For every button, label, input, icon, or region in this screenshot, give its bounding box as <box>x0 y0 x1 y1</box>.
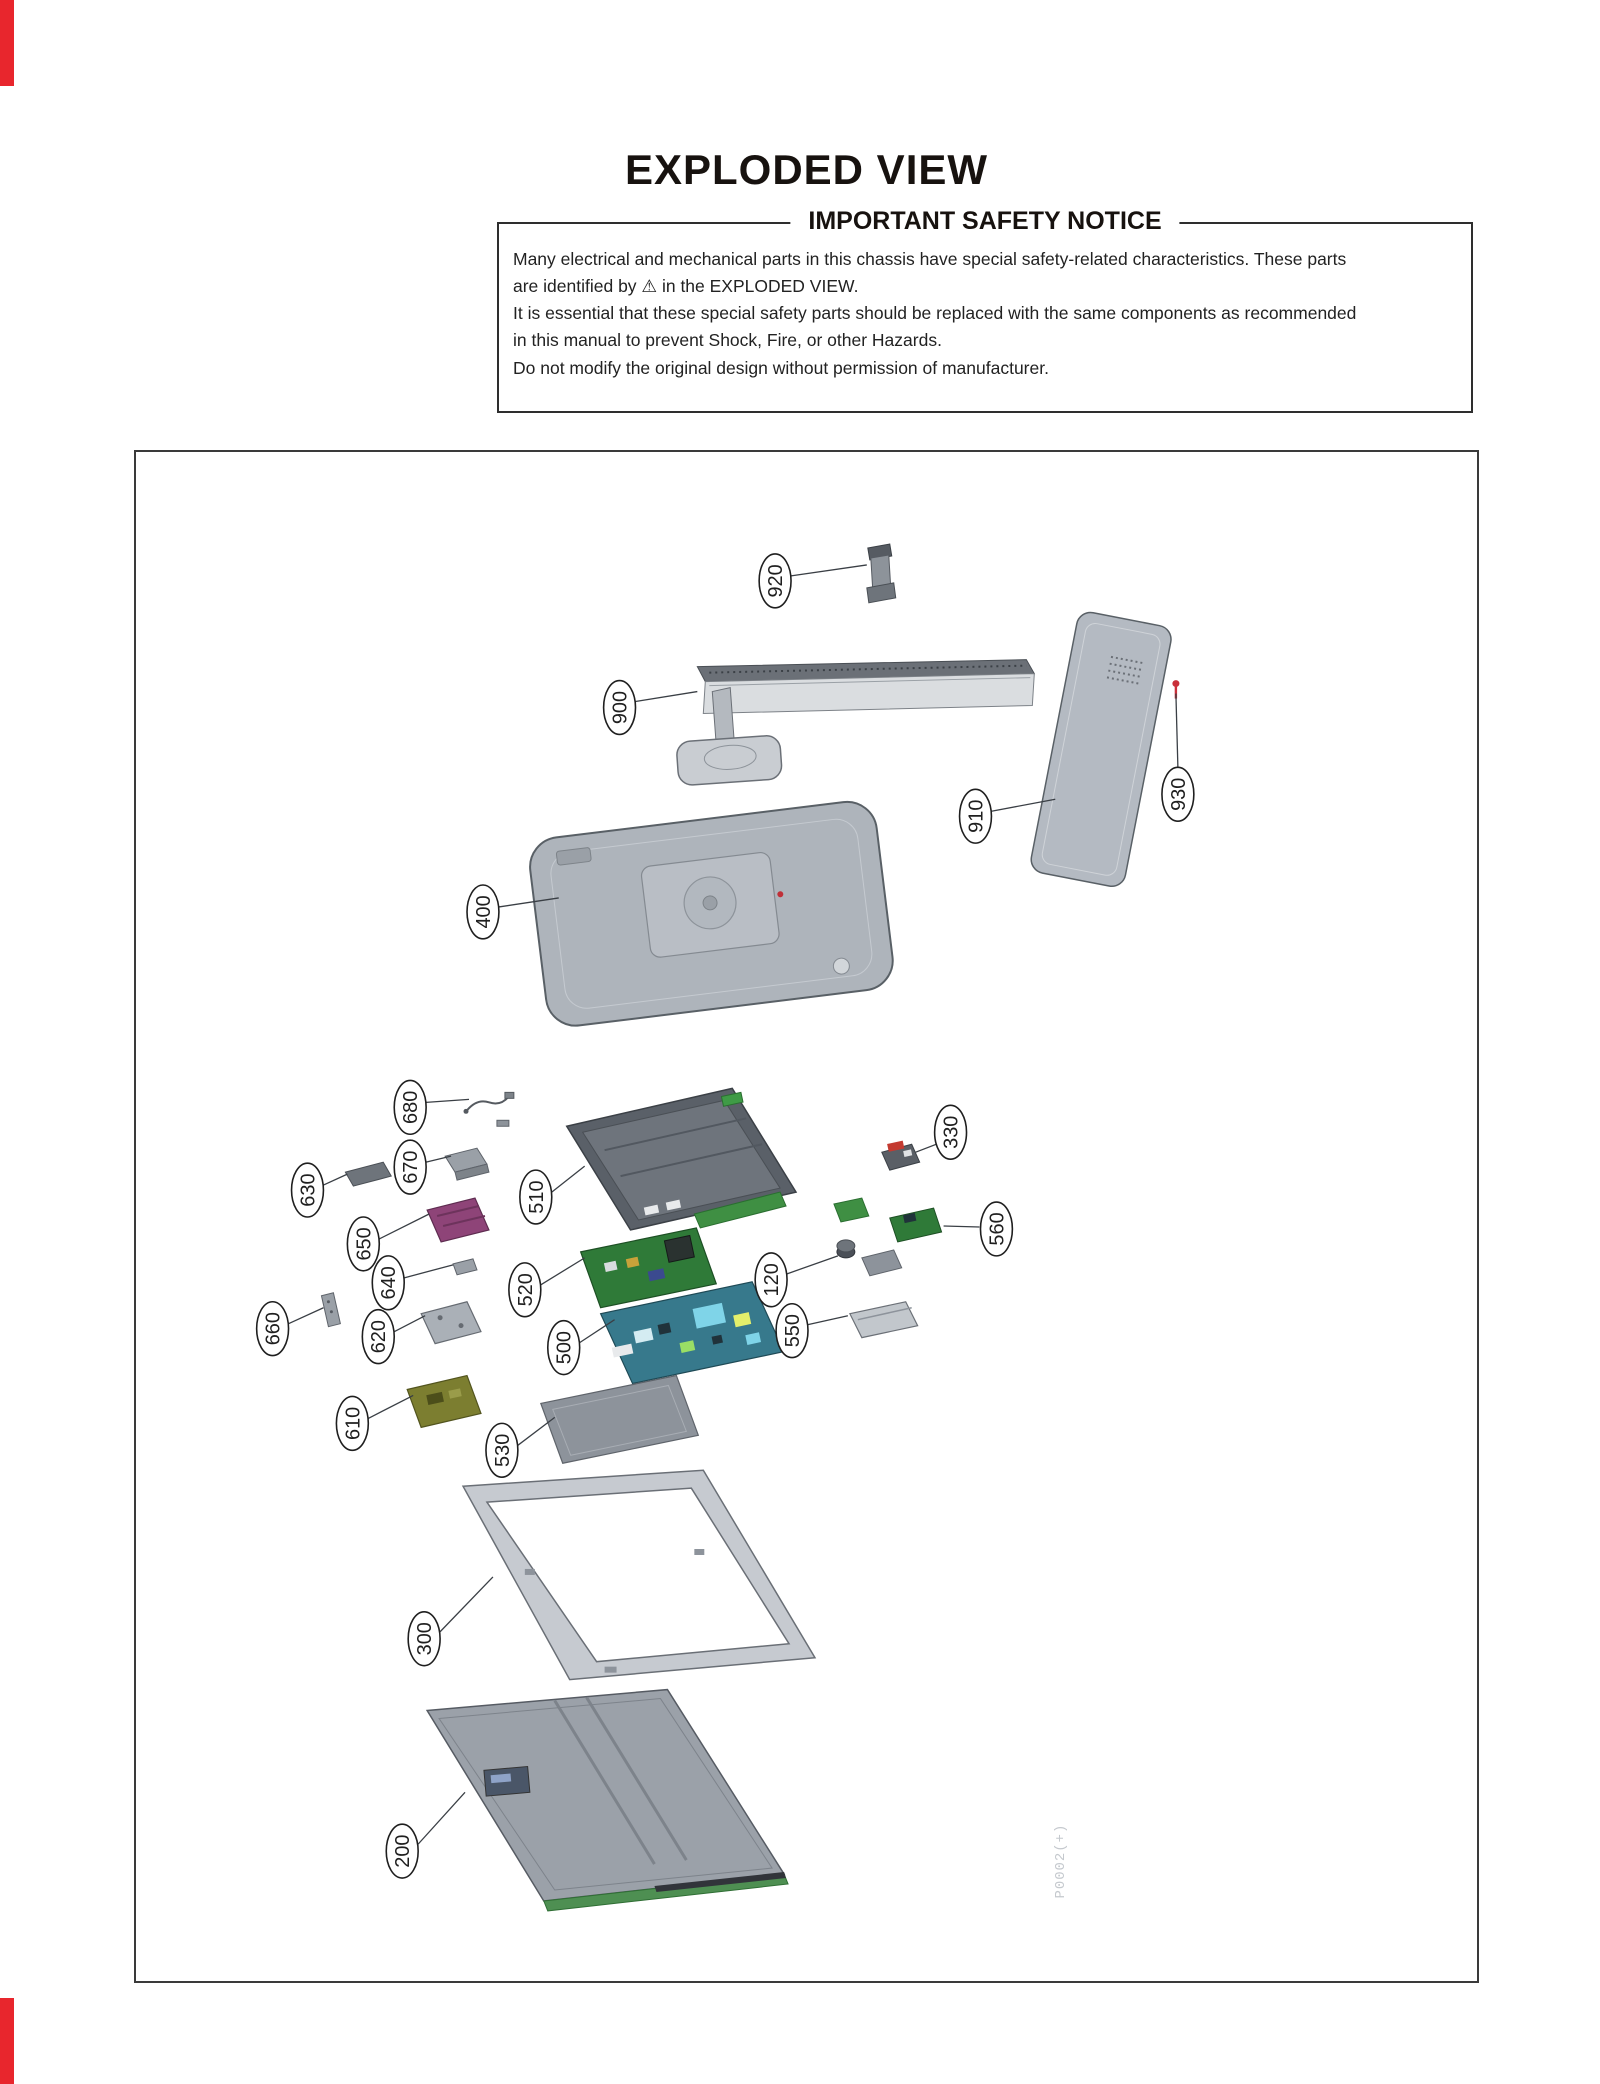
leader-550 <box>808 1316 848 1325</box>
safety-notice-box <box>497 207 1473 413</box>
callout-label-900: 900 <box>609 690 632 725</box>
callout-680 <box>394 1080 426 1134</box>
leader-920 <box>791 565 867 576</box>
callout-500 <box>548 1321 580 1375</box>
print-mark-top-left <box>0 0 14 86</box>
callout-650 <box>347 1217 379 1271</box>
notice-line-2: are identified by ⚠ in the EXPLODED VIEW. <box>513 276 859 297</box>
notice-line-5: Do not modify the original design without permission of manufacturer. <box>513 357 1049 378</box>
part-main-chassis-510 <box>567 1088 796 1230</box>
part-hinge-bracket-920 <box>867 544 896 603</box>
part-bracket-550 <box>850 1302 918 1338</box>
part-middle-frame-300 <box>463 1470 815 1679</box>
leader-120 <box>787 1256 838 1274</box>
callout-300 <box>408 1612 440 1666</box>
safety-notice-text <box>499 224 1471 382</box>
leader-680 <box>426 1099 469 1102</box>
callout-510 <box>520 1170 552 1224</box>
callout-label-930: 930 <box>1167 777 1190 811</box>
callout-620 <box>362 1310 394 1364</box>
leader-640 <box>404 1265 453 1278</box>
callout-530 <box>486 1423 518 1477</box>
leader-560 <box>944 1226 980 1227</box>
callout-550 <box>776 1304 808 1358</box>
print-mark-bottom-left <box>0 1998 14 2084</box>
callout-label-500: 500 <box>553 1330 576 1365</box>
callout-label-660: 660 <box>262 1312 285 1346</box>
callout-label-920: 920 <box>765 564 788 598</box>
part-boards-560 <box>834 1198 942 1242</box>
callout-670 <box>394 1140 426 1194</box>
callout-520 <box>509 1263 541 1317</box>
callout-label-650: 650 <box>353 1227 376 1261</box>
part-bracket-620 <box>421 1302 481 1344</box>
leader-650 <box>379 1214 429 1239</box>
exploded-view-canvas <box>136 452 1477 1981</box>
part-stand-900 <box>676 660 1034 786</box>
callout-930 <box>1162 767 1194 821</box>
callout-label-680: 680 <box>400 1090 423 1124</box>
callout-640 <box>372 1256 404 1310</box>
callout-label-640: 640 <box>378 1266 401 1300</box>
leader-200 <box>418 1792 465 1844</box>
part-board-650 <box>427 1198 489 1242</box>
part-board-610 <box>407 1376 481 1428</box>
notice-line-1: Many electrical and mechanical parts in this chassis have special safety-related characteristics. These parts <box>513 249 1347 269</box>
leader-900 <box>636 692 698 702</box>
callout-label-400: 400 <box>472 895 495 929</box>
leader-630 <box>323 1174 347 1185</box>
callout-label-530: 530 <box>491 1433 514 1467</box>
callout-label-520: 520 <box>514 1273 537 1307</box>
callout-label-670: 670 <box>400 1150 423 1184</box>
part-rear-panel-910 <box>1029 610 1174 889</box>
callout-560 <box>980 1202 1012 1256</box>
callout-920 <box>759 554 791 608</box>
callout-910 <box>960 789 992 843</box>
leader-530 <box>518 1417 555 1445</box>
callout-900 <box>604 681 636 735</box>
callout-label-620: 620 <box>368 1320 391 1354</box>
part-speaker-120 <box>837 1240 902 1276</box>
callout-label-560: 560 <box>986 1212 1009 1246</box>
callout-630 <box>292 1163 324 1217</box>
page-title: EXPLODED VIEW <box>624 146 989 193</box>
part-lcd-panel-200 <box>427 1690 788 1911</box>
callout-label-330: 330 <box>940 1115 963 1149</box>
exploded-view-diagram <box>134 450 1479 1983</box>
leader-930 <box>1176 694 1178 768</box>
part-back-cover-400 <box>527 798 896 1029</box>
callout-610 <box>336 1396 368 1450</box>
leader-510 <box>552 1166 585 1192</box>
callout-label-120: 120 <box>761 1263 784 1297</box>
leader-660 <box>289 1308 324 1324</box>
leader-520 <box>541 1258 585 1285</box>
part-cable-680 <box>464 1092 514 1126</box>
callout-label-550: 550 <box>782 1314 805 1348</box>
leader-620 <box>394 1316 425 1332</box>
callout-400 <box>467 885 499 939</box>
callout-label-200: 200 <box>392 1834 415 1868</box>
watermark-text: P0002(+) <box>1053 1823 1070 1899</box>
callout-label-610: 610 <box>342 1406 365 1441</box>
callout-label-300: 300 <box>414 1622 437 1656</box>
safety-notice-heading: IMPORTANT SAFETY NOTICE <box>790 207 1179 236</box>
callout-label-910: 910 <box>965 799 988 833</box>
part-bracket-670 <box>445 1148 489 1180</box>
callout-200 <box>386 1824 418 1878</box>
callout-label-630: 630 <box>297 1173 320 1207</box>
callout-660 <box>257 1302 289 1356</box>
part-piece-640 <box>453 1259 477 1275</box>
part-shield-plate-530 <box>541 1376 699 1464</box>
part-connector-330 <box>882 1141 920 1170</box>
leader-300 <box>440 1577 493 1632</box>
notice-line-3: It is essential that these special safety parts should be replaced with the same components as recommended <box>513 303 1357 324</box>
part-strip-660 <box>321 1293 340 1327</box>
callout-120 <box>755 1253 787 1307</box>
part-plate-630 <box>345 1162 391 1186</box>
leader-610 <box>368 1395 413 1418</box>
callout-label-510: 510 <box>525 1180 548 1214</box>
notice-line-4: in this manual to prevent Shock, Fire, or other Hazards. <box>513 330 942 351</box>
callout-330 <box>935 1105 967 1159</box>
